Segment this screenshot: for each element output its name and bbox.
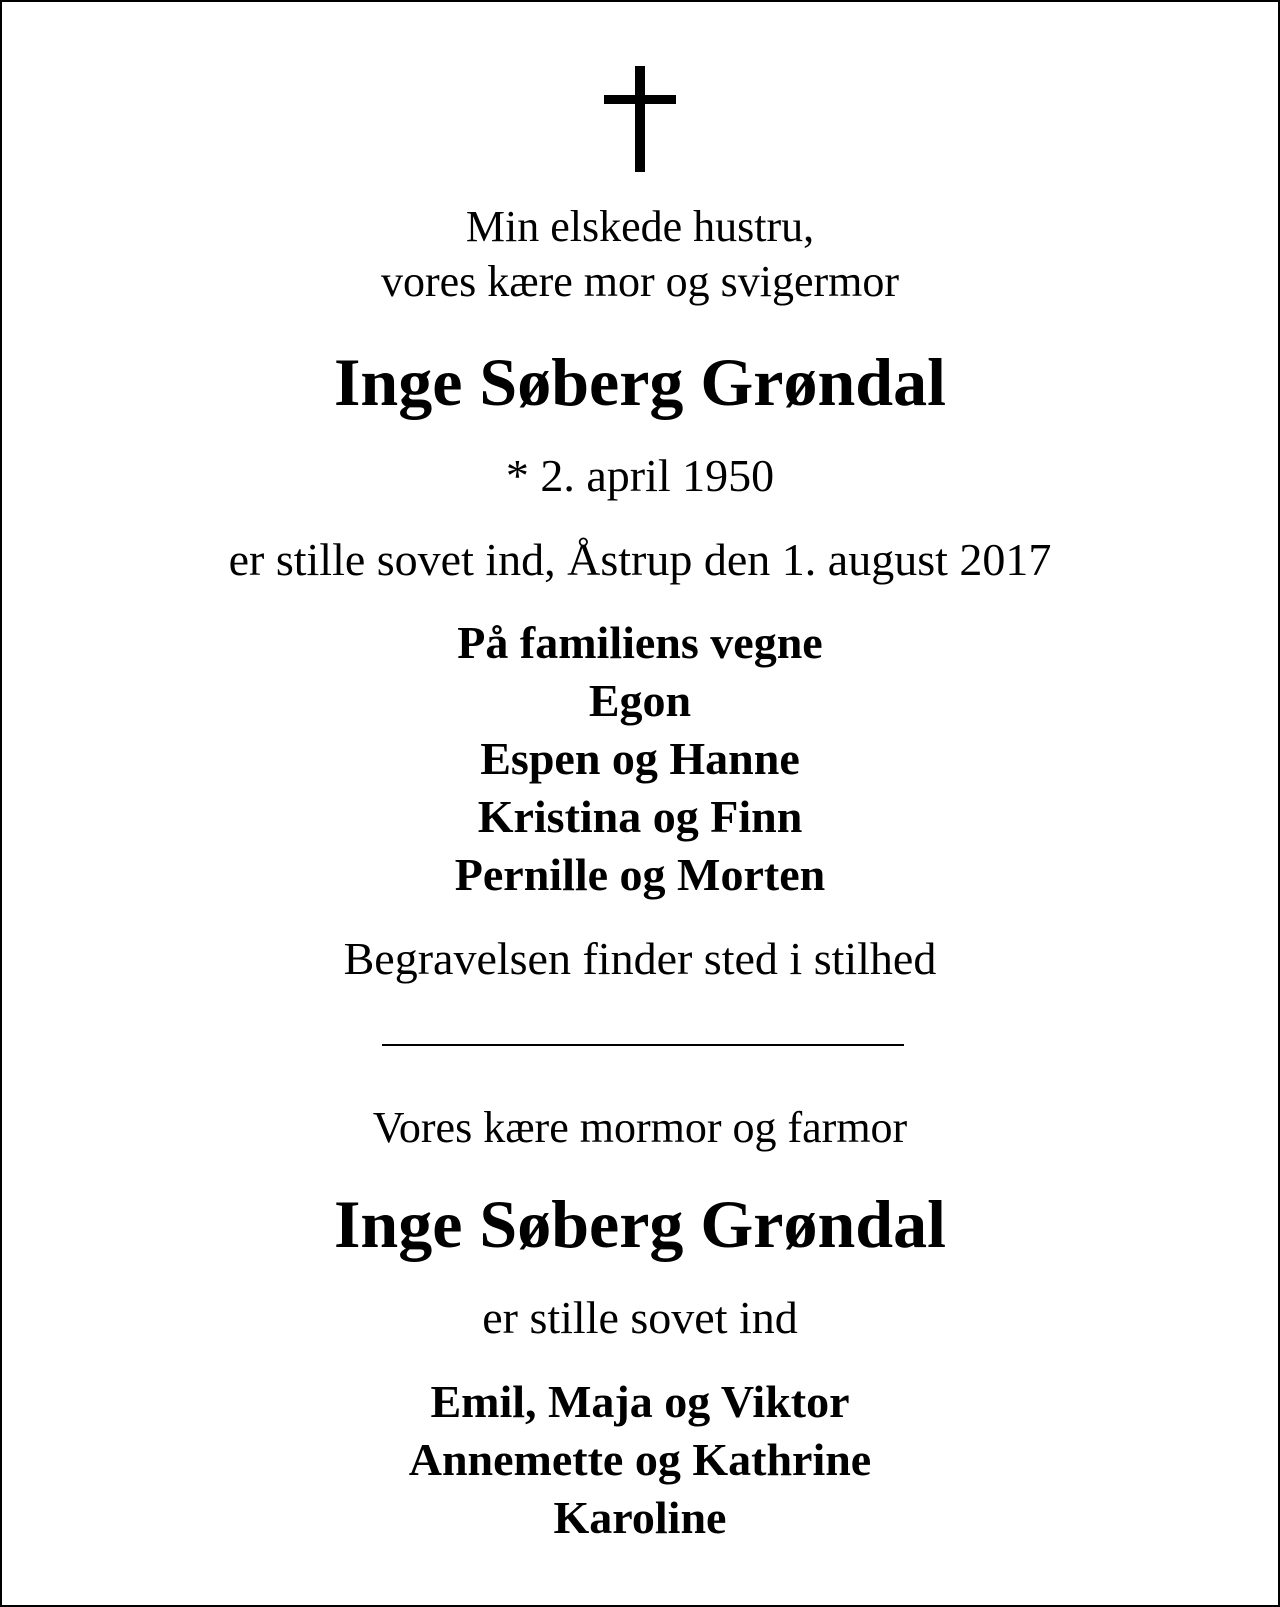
grandchildren-line: Karoline: [553, 1492, 727, 1543]
death-statement: er stille sovet ind, Åstrup den 1. august 2017: [228, 534, 1052, 585]
signatory-line: På familiens vegne: [457, 617, 823, 668]
signatory-line: Egon: [588, 675, 692, 726]
signatory-line: Espen og Hanne: [480, 733, 800, 784]
deceased-name-second: Inge Søberg Grøndal: [333, 1186, 947, 1262]
funeral-note: Begravelsen finder sted i stilhed: [343, 933, 937, 984]
grandchildren-line: Annemette og Kathrine: [408, 1434, 872, 1485]
second-intro: Vores kære mormor og farmor: [372, 1103, 908, 1152]
section-divider: [382, 1044, 904, 1046]
latin-cross-icon: [2, 66, 1278, 172]
grandchildren-line: Emil, Maja og Viktor: [430, 1376, 850, 1427]
signatory-line: Kristina og Finn: [477, 791, 803, 842]
second-death-statement: er stille sovet ind: [482, 1292, 798, 1343]
signatory-line: Pernille og Morten: [454, 849, 826, 900]
intro-line-2: vores kære mor og svigermor: [380, 257, 900, 306]
intro-line-1: Min elskede hustru,: [465, 202, 815, 251]
deceased-name: Inge Søberg Grøndal: [333, 344, 947, 420]
birth-date: * 2. april 1950: [505, 450, 775, 501]
